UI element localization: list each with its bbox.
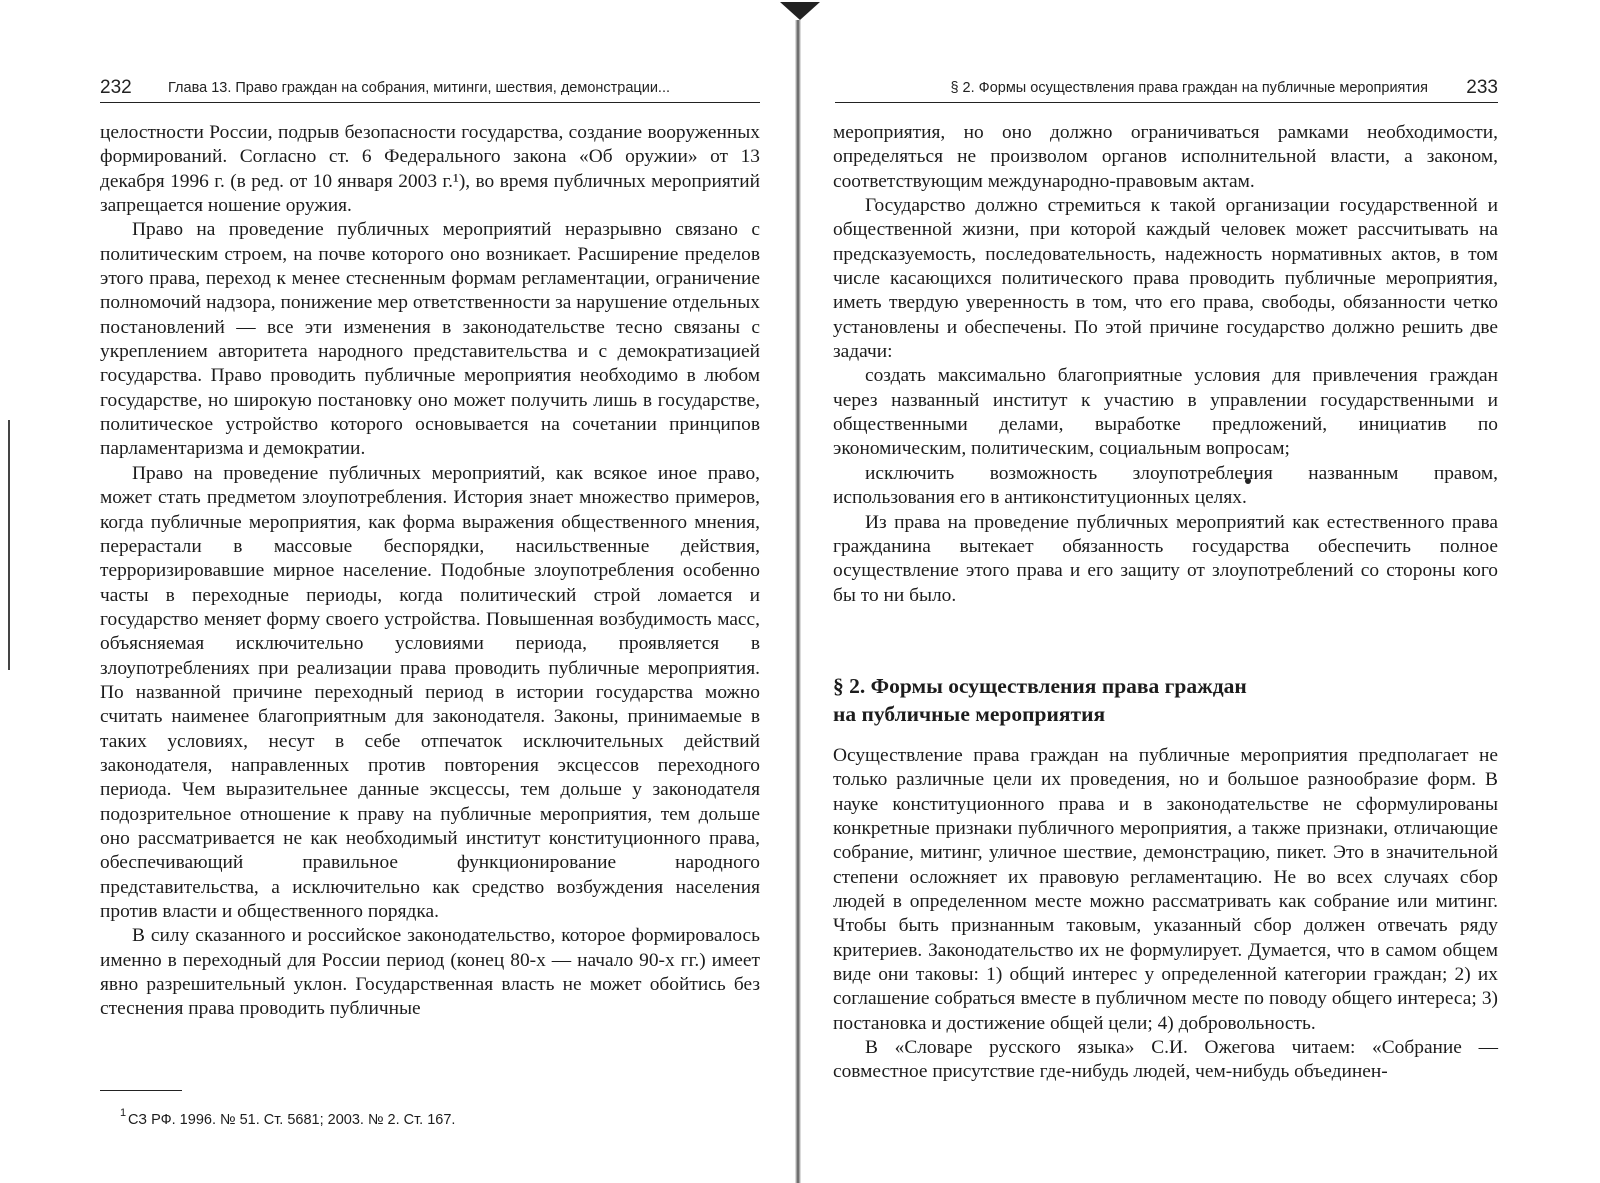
paragraph: В «Словаре русского языка» С.И. Ожегова читаем: «Собрание — совместное присутствие где-нибудь людей, чем-нибудь объединен- bbox=[833, 1037, 1498, 1083]
paragraph: Право на проведение публичных мероприятий, как всякое иное право, может стать предметом злоупотребления. История знает множество примеров, когда публичные мероприятия, как форма выражения общественного мнения, перерастали в массовые беспорядки, насильственные действия, терроризировавшие мирное население. Подобные злоупотребления особенно часты в переходные периоды, когда политический строй ломается и государство меняет форму своего устройства. Повышенная возбудимость масс, объясняемая исключительно условиями периода, проявляется в злоупотреблениях при реализации права проводить публичные мероприятия. По названной причине переходный период в истории государства можно считать наименее благоприятным для законодателя. Законы, принимаемые в таких условиях, несут в себе отпечаток исключительных действий законодателя, направленных против повторения эксцессов переходного периода. Чем выразительнее данные эксцессы, тем дольше у законодателя подозрительное отношение к праву на публичные мероприятия, тем дольше оно рассматривается не как необходимый институт конституционного права, обеспечивающий правильное функционирование народного представительства, а исключительно как средство возбуждения населения против власти и общественного порядка. bbox=[100, 462, 760, 922]
page-number: 233 bbox=[1466, 77, 1498, 98]
right-body-text bbox=[833, 121, 1498, 608]
list-item: исключить возможность злоупотребления названным правом, использования его в антиконституционных целях. bbox=[833, 462, 1498, 509]
page-number: 232 bbox=[100, 77, 132, 98]
section-heading-line: на публичные мероприятия bbox=[833, 702, 1106, 726]
paragraph: Право на проведение публичных мероприятий неразрывно связано с политическим строем, на почве которого оно возникает. Расширение пределов этого права, переход к менее стесненным формам регламентации, ограничение полномочий надзора, понижение мер ответственности за нарушение отдельных постановлений — все эти изменения в законодательстве тесно связаны с укреплением авторитета народного представительства и с демократизацией государства. Право проводить публичные мероприятия необходимо в любом государстве, но широкую постановку оно может получить лишь в государстве, политическое устройство которого основывается на сочетании принципов парламентаризма и демократии. bbox=[100, 219, 760, 460]
running-title: Глава 13. Право граждан на собрания, митинги, шествия, демонстрации... bbox=[168, 80, 671, 96]
section-heading bbox=[833, 672, 1498, 728]
running-title: § 2. Формы осуществления права граждан на публичные мероприятия bbox=[950, 80, 1428, 96]
running-head-left bbox=[100, 74, 760, 103]
paragraph: целостности России, подрыв безопасности государства, создание вооруженных формирований. Согласно ст. 6 Федерального закона «Об оружии» от 13 декабря 1996 г. (в ред. от 10 января 2003 г.¹), во время публичных мероприятий запрещается ношение оружия. bbox=[100, 122, 760, 217]
section-heading-line: § 2. Формы осуществления права граждан bbox=[833, 674, 1247, 698]
footnote-rule bbox=[100, 1090, 182, 1091]
running-head-right bbox=[835, 74, 1498, 103]
paragraph: мероприятия, но оно должно ограничиваться рамками необходимости, определяться не произволом органов исполнительной власти, а законом, соответствующим международно-правовым актам. bbox=[833, 122, 1498, 192]
footnote bbox=[120, 1107, 728, 1128]
section-body-text bbox=[833, 744, 1498, 1085]
list-item: создать максимально благоприятные условия для привлечения граждан через названный институт к участию в управлении государственными и общественными делами, выработке предложений, инициатив по экономическим, политическим, социальным вопросам; bbox=[833, 365, 1498, 460]
footnote-text: СЗ РФ. 1996. № 51. Ст. 5681; 2003. № 2. Ст. 167. bbox=[128, 1112, 456, 1128]
right-page bbox=[800, 0, 1600, 1183]
left-body-text bbox=[100, 121, 760, 1022]
paragraph: Из права на проведение публичных мероприятий как естественного права гражданина вытекает обязанность государства обеспечить полное осуществление этого права и его защиту от злоупотреблений со стороны кого бы то ни было. bbox=[833, 511, 1498, 606]
paragraph: Государство должно стремиться к такой организации государственной и общественной жизни, при которой каждый человек может рассчитывать на предсказуемость, последовательность, надежность нормативных актов, в том числе касающихся политического права проводить публичные мероприятия, иметь твердую уверенность в том, что его права, свободы, обязанности четко установлены и обеспечены. По этой причине государство должно решить две задачи: bbox=[833, 195, 1498, 363]
footnote-mark: 1 bbox=[120, 1107, 127, 1119]
paragraph: Осуществление права граждан на публичные мероприятия предполагает не только различные цели их проведения, но и большое разнообразие форм. В науке конституционного права и в законодательстве не сформулированы конкретные признаки публичного мероприятия, а также признаки, отличающие собрание, митинг, уличное шествие, демонстрацию, пикет. Это в значительной степени осложняет их правовую регламентацию. Не во всех случаях сбор людей в определенном месте можно рассматривать как собрание или митинг. Чтобы быть признанным таковым, указанный сбор должен отвечать ряду критериев. Законодательство их не формулирует. Думается, что в самом общем виде они таковы: 1) общий интерес у определенной категории граждан; 2) их соглашение собраться вместе в публичном месте по поводу общего интереса; 3) постановка и достижение общей цели; 4) добровольность. bbox=[833, 745, 1498, 1034]
paragraph: В силу сказанного и российское законодательство, которое формировалось именно в переходный для России период (конец 80-х — начало 90-х гг.) имеет явно разрешительный уклон. Государственная власть не может обойтись без стеснения права проводить публичные bbox=[100, 925, 760, 1020]
